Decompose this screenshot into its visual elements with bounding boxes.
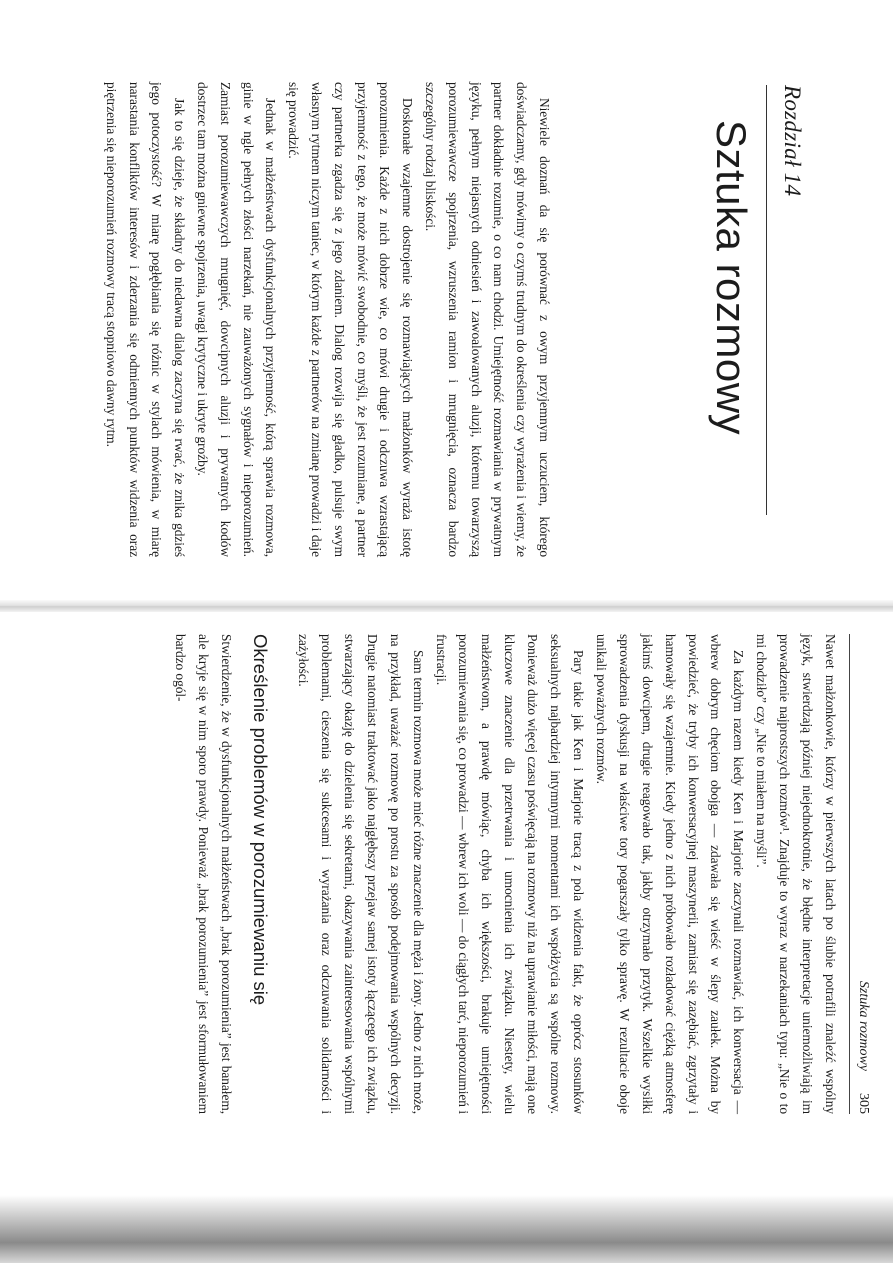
left-body-text [99, 82, 555, 557]
right-body-text [169, 634, 841, 1114]
section-heading: Określenie problemów w porozumiewaniu się [250, 634, 272, 1006]
book-spine [0, 600, 893, 612]
paragraph: Stwierdzenie, że w dysfunkcjonalnych małżeństwach „brak porozumienia” jest banałem, ale kryje się w nim sporo prawdy. Ponieważ „brak porozumienia” jest sformułowaniem bardzo ogól- [173, 634, 235, 1114]
right-page [0, 612, 893, 1195]
paragraph: Pary takie jak Ken i Marjorie tracą z pola widzenia fakt, że oprócz stosunków seksualnych najbardziej intymnymi momentami ich współżycia są wspólne rozmowy. Ponieważ dużo więcej czasu poświęcają na rozmowy niż na uprawianie miłości, mają one kluczowe znaczenie dla przetrwania i umocnienia ich związku. Niestety, wielu małżeństwom, a prawdę mówiąc, chyba ich większości, brakuje umiejętności porozumiewania się, co prowadzi — wbrew ich woli — do ciągłych tarć, nieporozumień i frustracji. [433, 634, 587, 1114]
chapter-label: Rozdział 14 [780, 85, 805, 197]
paragraph: Nawet małżonkowie, którzy w pierwszych latach po ślubie potrafili znaleźć wspólny język, stwierdzają później niejednokrotnie, że błędne interpretacje uniemożliwiają im prowadzenie najprostszych rozmów¹. Znajduje to wyraz w narzekaniach typu: „Nie o to mi chodziło” czy „Nie to miałem na myśli”. [754, 634, 838, 1114]
paragraph: Niewiele doznań da się porównać z owym przyjemnym uczuciem, którego doświadczamy, gdy mówimy o czymś trudnym do określenia czy wyrażenia i wiemy, że partner dokładnie rozumie, o co nam chodzi. Umiejętność rozmawiania w prywatnym języku, pełnym niejasnych odniesień i zawoalowanych aluzji, któremu towarzyszą porozumiewawcze spojrzenia, wzruszenia ramion i mrugnięcia, oznacza bardzo szczególny rodzaj bliskości. [423, 82, 552, 557]
running-head [849, 634, 871, 1114]
page-number: 305 [856, 1093, 871, 1114]
paragraph: Za każdym razem kiedy Ken i Marjorie zaczynali rozmawiać, ich konwersacja — wbrew dobrym chęciom obojga — zdawała się wieść w ślepy zaułek. Można by powiedzieć, że tryby ich konwersacyjnej maszynerii, zamiast się zazębiać, zgrzytały i hamowały się wzajemnie. Kiedy jedno z nich próbowało rozładować ciężką atmosferę jakimś dowcipem, drugie reagowało tak, jakby otrzymało przytyk. Wszelkie wysiłki sprowadzenia dyskusji na właściwe tory pogarszały tylko sprawę. W rezultacie oboje unikali poważnych rozmów. [593, 634, 747, 1114]
scan-shadow-edge [0, 1195, 893, 1263]
paragraph: Jak to się dzieje, że składny do niedawna dialog zaczyna się rwać, że znika gdzieś jego potoczystość? W miarę pogłębiania się różnic w stylach mówienia, w miarę narastania konfliktów interesów i zderzania się odmiennych punktów widzenia oraz piętrzenia się nieporozumień rozmowy tracą stopniowo dawny rytm. [103, 82, 188, 557]
running-title: Sztuka rozmowy [856, 980, 871, 1071]
paragraph: Doskonałe wzajemne dostrojenie się rozmawiających małżonków wyraża istotę porozumienia. Każde z nich dobrze wie, co mówi drugie i odczuwa wzrastającą przyjemność z tego, że może mówić swobodnie, co myśli, że jest rozumiane, a partner czy partnerka zgadza się z jego zdaniem. Dialog rozwija się gładko, pulsuje swym własnym rytmem niczym taniec, w którym każde z partnerów na zmianę prowadzi i daje się prowadzić. [286, 82, 416, 557]
paragraph: Jednak w małżeństwach dysfunkcjonalnych przyjemność, którą sprawia rozmowa, ginie w ngle pełnych złości narzekań, nie zauważonych sygnałów i nieporozumień. Zamiast porozumiewawczych mrugnięć, dowcipnych aluzji i prywatnych kodów dostrzec tam można gniewne spojrzenia, uwagi krytyczne i ukryte groźby. [195, 82, 279, 557]
paragraph: Sam termin rozmowa może mieć różne znaczenie dla męża i żony. Jedno z nich może, na przykład, uważać rozmowę po prostu za sposób podejmowania wspólnych decyzji. Drugie natomiast traktować jako najgłębszy przejaw samej istoty łączącego ich związku, stwarzający okazję do dzielenia się sekretami, okazywania zainteresowania wspólnymi problemami, cieszenia się sukcesami i wyrażania oraz odczuwania solidarności i zażyłości. [296, 634, 426, 1114]
chapter-title: Sztuka rozmowy [708, 120, 755, 436]
chapter-rule [766, 85, 767, 515]
left-page [0, 0, 893, 600]
